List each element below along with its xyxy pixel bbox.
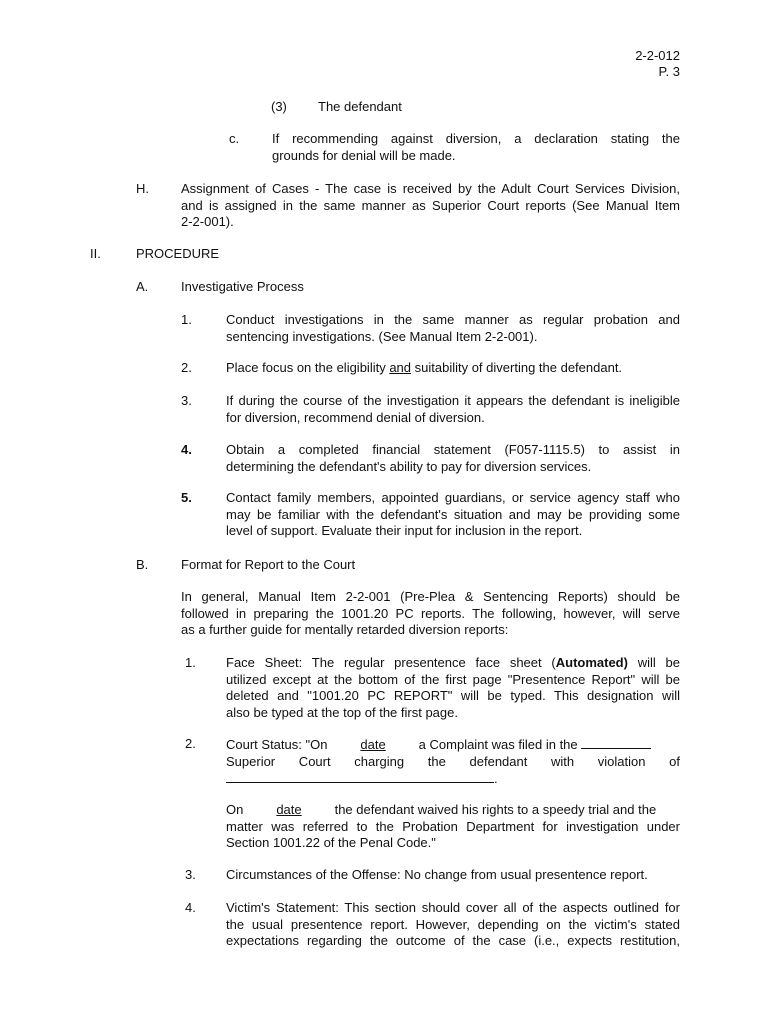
b2-number: 2.: [185, 736, 196, 751]
b2-violation-blank: [226, 770, 494, 783]
a2-text: Place focus on the eligibility and suitability of diverting the defendant.: [226, 360, 623, 375]
b2-date-blank-2: date: [276, 802, 302, 817]
b2-paragraph-2: On date the defendant waived his rights to a speedy trial and the matter was referred to the Probation Department for investigation under Section 1001.22 of the Penal Code.": [226, 802, 680, 850]
b1-text: Face Sheet: The regular presentence face sheet (Automated) will be utilized except at the bottom of the first page "Presentence Report" will be deleted and "1001.20 PC REPORT" will be typed. This designation will also be typed at the top of the first page.: [226, 655, 680, 720]
a3-text: If during the course of the investigation it appears the defendant is ineligible for diversion, recommend denial of diversion.: [226, 393, 680, 425]
a4-number: 4.: [181, 442, 192, 457]
b4-text: Victim's Statement: This section should cover all of the aspects outlined for the usual presentence report. However, depending on the victim's stated expectations regarding the outcome of the case (i.e., expects restitution,: [226, 900, 680, 948]
item-3-number: (3): [271, 99, 287, 114]
a5-number: 5.: [181, 490, 192, 505]
section-a-number: A.: [136, 279, 149, 294]
b3-text: Circumstances of the Offense: No change from usual presentence report.: [226, 867, 648, 882]
b3-number: 3.: [185, 867, 196, 882]
section-b-title: Format for Report to the Court: [181, 557, 356, 572]
b2-court-blank: [581, 736, 651, 749]
section-ii-title: PROCEDURE: [136, 246, 220, 261]
a1-number: 1.: [181, 312, 192, 327]
page-number: P. 3: [658, 64, 680, 79]
item-3-text: The defendant: [318, 99, 402, 114]
section-ii-number: II.: [90, 246, 101, 261]
a1-text: Conduct investigations in the same manner as regular probation and sentencing investigations. (See Manual Item 2-2-001).: [226, 312, 680, 344]
item-c-number: c.: [229, 131, 240, 146]
b2-date-blank: date: [360, 737, 386, 752]
document-number: 2-2-012: [635, 48, 680, 63]
a3-number: 3.: [181, 393, 192, 408]
b1-number: 1.: [185, 655, 196, 670]
section-b-number: B.: [136, 557, 149, 572]
a5-text: Contact family members, appointed guardians, or service agency staff who may be familiar with the defendant's situation and may be providing some level of support. Evaluate their input for inclusion in the report.: [226, 490, 680, 538]
a4-text: Obtain a completed financial statement (F057-1115.5) to assist in determining the defendant's ability to pay for diversion services.: [226, 442, 680, 474]
item-c-text: If recommending against diversion, a declaration stating the grounds for denial will be made.: [272, 131, 680, 163]
item-h-number: H.: [136, 181, 149, 196]
item-h-text: Assignment of Cases - The case is received by the Adult Court Services Division, and is assigned in the same manner as Superior Court reports (See Manual Item 2-2-001).: [181, 181, 680, 229]
section-a-title: Investigative Process: [181, 279, 304, 294]
section-b-intro: In general, Manual Item 2-2-001 (Pre-Plea & Sentencing Reports) should be followed in preparing the 1001.20 PC reports. The following, however, will serve as a further guide for mentally retarded diversion reports:: [181, 589, 680, 637]
a2-number: 2.: [181, 360, 192, 375]
b4-number: 4.: [185, 900, 196, 915]
b2-text: Court Status: "On date a Complaint was filed in the Superior Court charging the defendant with violation of .: [226, 737, 680, 786]
